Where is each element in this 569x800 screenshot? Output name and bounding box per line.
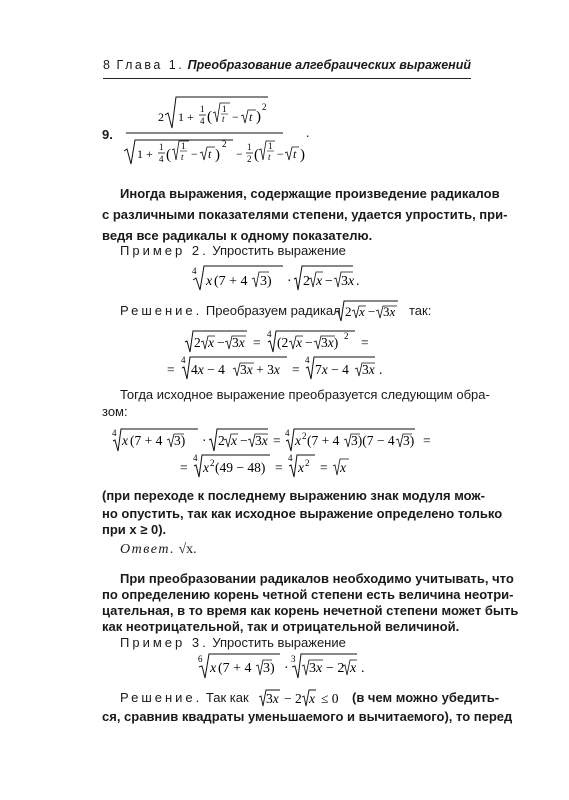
solution3-line1-end: (в чем можно убедить- — [352, 690, 500, 705]
example3-task: Упростить выражение — [212, 635, 346, 650]
problem9-fraction — [118, 88, 308, 178]
svg-text:4x − 4: 4x − 4 — [191, 362, 225, 377]
svg-text:1: 1 — [247, 142, 252, 152]
svg-text:(7 + 4: (7 + 4 — [307, 433, 340, 448]
problem-number: 9. — [102, 127, 113, 142]
svg-text:x: x — [203, 460, 209, 475]
svg-text:2: 2 — [305, 458, 310, 468]
svg-text:=: = — [423, 433, 431, 448]
svg-text:3): 3) — [260, 274, 272, 289]
solution3-line2: ся, сравнив квадраты уменьшаемого и вычитаемого), то перед — [102, 709, 513, 724]
svg-text:2: 2 — [194, 335, 201, 350]
svg-text:): ) — [215, 147, 220, 163]
paragraph3-line3: при x ≥ 0). — [102, 522, 167, 537]
svg-text:2: 2 — [210, 458, 215, 468]
svg-text:≤ 0: ≤ 0 — [321, 691, 339, 706]
svg-text:=: = — [275, 460, 283, 475]
svg-text:x: x — [296, 335, 302, 350]
svg-text:=: = — [253, 335, 261, 350]
solution2-label: Решение. — [120, 303, 203, 318]
svg-text:=: = — [167, 362, 175, 377]
svg-text:(: ( — [166, 147, 171, 163]
svg-text:4: 4 — [112, 428, 117, 438]
svg-text:·: · — [287, 274, 292, 289]
svg-text:(7 + 4: (7 + 4 — [214, 274, 248, 289]
svg-text:1: 1 — [181, 141, 186, 151]
svg-text:−: − — [305, 335, 313, 350]
page-number: 8 — [103, 58, 110, 72]
svg-text:1 +: 1 + — [178, 110, 194, 124]
derivation — [110, 426, 460, 482]
svg-text:x: x — [208, 335, 214, 350]
svg-text:): ) — [300, 147, 305, 163]
paragraph2-line1: Тогда исходное выражение преобразуется следующим обра- — [120, 387, 490, 402]
svg-text:− 2: − 2 — [284, 691, 302, 706]
example2-expression — [190, 260, 370, 296]
svg-text:−: − — [368, 304, 376, 319]
svg-text:t: t — [249, 110, 253, 124]
svg-text:2: 2 — [158, 110, 164, 124]
svg-text:3x): 3x) — [321, 335, 339, 350]
svg-text:x: x — [295, 433, 301, 448]
svg-text:1: 1 — [268, 141, 273, 151]
svg-text:4: 4 — [267, 329, 272, 339]
svg-text:3x: 3x — [362, 362, 375, 377]
header-rule — [103, 78, 471, 79]
svg-text:2: 2 — [262, 102, 267, 112]
svg-text:−: − — [240, 433, 248, 448]
svg-text:3x: 3x — [309, 661, 323, 676]
svg-text:t: t — [181, 152, 184, 162]
svg-text:2: 2 — [247, 154, 252, 164]
chapter-prefix: Глава 1. — [116, 58, 185, 72]
svg-text:1: 1 — [222, 104, 227, 114]
solution3-heading — [120, 687, 249, 708]
svg-text:2: 2 — [344, 331, 349, 341]
example3-expression — [196, 650, 376, 684]
svg-text:x: x — [206, 274, 213, 289]
svg-text:4: 4 — [159, 154, 164, 164]
problem9-denominator — [124, 139, 305, 164]
solution2-text-after: так: — [409, 303, 432, 318]
svg-text:(7 + 4: (7 + 4 — [130, 433, 163, 448]
svg-text:3x: 3x — [266, 691, 279, 706]
svg-text:3x: 3x — [383, 304, 396, 319]
svg-text:2: 2 — [218, 433, 225, 448]
svg-text:.: . — [379, 362, 383, 377]
svg-text:3x: 3x — [232, 335, 245, 350]
svg-text:3x: 3x — [341, 274, 355, 289]
svg-text:.: . — [356, 274, 360, 289]
paragraph2-line2: зом: — [102, 404, 128, 419]
paragraph1-line2: с различными показателями степени, удается упростить, при- — [102, 207, 508, 222]
svg-text:2: 2 — [222, 139, 227, 149]
svg-text:t: t — [208, 147, 212, 161]
paragraph4-line3: цательная, в то время как корень нечетной степени может быть — [102, 603, 519, 618]
paragraph4-line4: как неотрицательной, так и отрицательной величиной. — [102, 619, 460, 634]
svg-text:x: x — [210, 661, 217, 676]
svg-text:−: − — [325, 274, 333, 289]
svg-text:(: ( — [254, 147, 259, 163]
problem9-trailing-dot: . — [306, 125, 310, 140]
solution2-radical — [335, 298, 405, 324]
svg-text:− 2: − 2 — [326, 661, 345, 676]
svg-text:=: = — [292, 362, 300, 377]
svg-text:x: x — [350, 661, 357, 676]
svg-text:3x + 3x: 3x + 3x — [240, 362, 280, 377]
example3-label: Пример 3. — [120, 635, 209, 650]
svg-text:3): 3) — [174, 433, 186, 448]
paragraph1-line3: ведя все радикалы к одному показателю. — [102, 228, 373, 243]
svg-text:x: x — [340, 460, 346, 475]
answer-label: Ответ. — [120, 542, 176, 557]
svg-text:x: x — [359, 304, 365, 319]
svg-text:2: 2 — [303, 274, 310, 289]
example2-task: Упростить выражение — [212, 243, 346, 258]
paragraph3-line2: но опустить, так как исходное выражение определено только — [102, 506, 503, 521]
svg-text:4: 4 — [285, 428, 290, 438]
svg-text:x: x — [298, 460, 304, 475]
svg-text:(49 − 48): (49 − 48) — [215, 460, 266, 475]
solution2-transformation — [165, 328, 405, 384]
svg-text:3): 3) — [403, 433, 415, 448]
svg-text:4: 4 — [305, 355, 310, 365]
svg-text:−: − — [277, 147, 284, 161]
svg-text:2: 2 — [302, 431, 307, 441]
svg-text:t: t — [222, 114, 225, 124]
svg-text:3)(7 − 4: 3)(7 − 4 — [351, 433, 395, 448]
svg-text:x: x — [231, 433, 237, 448]
answer-value: √x. — [178, 542, 197, 557]
svg-text:4: 4 — [288, 453, 293, 463]
chapter-title: Преобразование алгебраических выражений — [187, 58, 471, 72]
svg-text:(2: (2 — [277, 335, 289, 350]
problem9-numerator — [158, 97, 268, 128]
svg-text:t: t — [268, 152, 271, 162]
paragraph4-line1: При преобразовании радикалов необходимо учитывать, что — [120, 571, 514, 586]
svg-text:·: · — [202, 433, 207, 448]
svg-text:4: 4 — [193, 453, 198, 463]
svg-text:6: 6 — [198, 654, 203, 664]
svg-text:3: 3 — [291, 654, 296, 664]
svg-text:=: = — [320, 460, 328, 475]
svg-text:4: 4 — [200, 116, 205, 126]
svg-text:−: − — [217, 335, 225, 350]
svg-text:(: ( — [207, 109, 212, 125]
example2-label: Пример 2. — [120, 243, 209, 258]
chapter-heading — [117, 58, 471, 72]
svg-text:(7 + 4: (7 + 4 — [218, 661, 252, 676]
solution3-text-start: Так как — [205, 690, 249, 705]
problem9-formula — [118, 88, 308, 178]
svg-text:2: 2 — [345, 304, 352, 319]
svg-text:.: . — [361, 661, 365, 676]
svg-text:=: = — [180, 460, 188, 475]
svg-text:x: x — [316, 274, 323, 289]
svg-text:−: − — [232, 110, 239, 124]
svg-text:4: 4 — [181, 355, 186, 365]
svg-text:1: 1 — [200, 104, 205, 114]
svg-text:1: 1 — [159, 142, 164, 152]
answer — [120, 538, 197, 560]
svg-text:·: · — [284, 661, 289, 676]
paragraph1-line1: Иногда выражения, содержащие произведение радикалов — [120, 186, 500, 201]
svg-text:t: t — [293, 147, 297, 161]
svg-text:7x − 4: 7x − 4 — [315, 362, 349, 377]
svg-text:−: − — [191, 147, 198, 161]
svg-text:4: 4 — [192, 266, 197, 276]
solution2-heading — [120, 300, 341, 321]
solution2-text-before: Преобразуем радикал — [205, 303, 341, 318]
running-header — [103, 58, 471, 76]
svg-text:3): 3) — [263, 661, 275, 676]
svg-text:x: x — [309, 691, 315, 706]
paragraph3-line1: (при переходе к последнему выражению знак модуля мож- — [102, 488, 485, 503]
svg-text:): ) — [256, 109, 261, 125]
svg-text:−: − — [236, 147, 243, 161]
svg-text:1 +: 1 + — [137, 147, 153, 161]
svg-text:=: = — [273, 433, 281, 448]
example2-heading — [120, 240, 346, 261]
svg-text:x: x — [122, 433, 128, 448]
svg-text:=: = — [361, 335, 369, 350]
svg-text:3x: 3x — [255, 433, 268, 448]
solution3-label: Решение. — [120, 690, 203, 705]
paragraph4-line2: по определению корень четной степени есть величина неотри- — [102, 587, 514, 602]
